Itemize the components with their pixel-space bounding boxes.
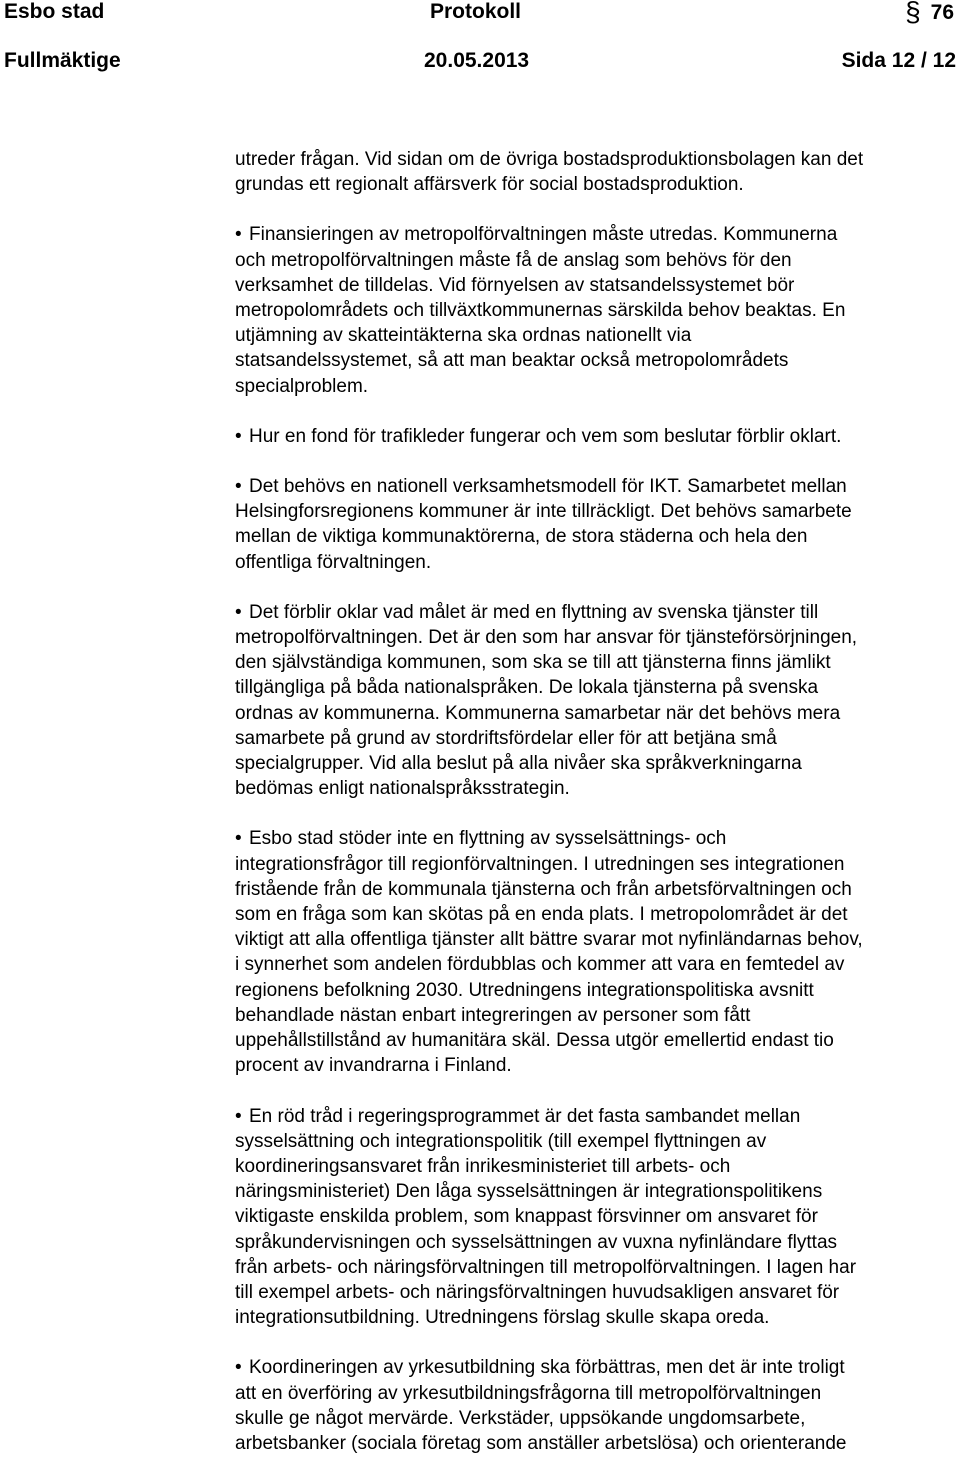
bullet-icon: • xyxy=(235,1105,242,1127)
bullet-item-7 xyxy=(235,1104,957,1331)
bullet-item-8 xyxy=(235,1355,957,1456)
bullet-icon: • xyxy=(235,476,242,498)
organization-name: Esbo stad xyxy=(4,0,105,23)
bullet-item-5 xyxy=(235,600,957,802)
document-type: Protokoll xyxy=(430,0,522,23)
section-number-label xyxy=(905,0,954,25)
bullet-item-6 xyxy=(235,826,957,1078)
bullet-item-4 xyxy=(235,474,957,575)
paragraph-text: Det behövs en nationell verksamhetsmodell för IKT. Samarbetet mellan Helsingforsregionens kommuner är inte tillräckligt. Det behövs samarbete mellan de viktiga kommunaktörerna, de stora städerna och hela den offentliga förvaltningen. xyxy=(235,476,852,573)
bullet-item-3 xyxy=(235,424,957,449)
paragraph-text: Koordineringen av yrkesutbildning ska förbättras, men det är inte troligt att en överföring av yrkesutbildningsfrågorna till metropolförvaltningen skulle ge något mervärde. Verkstäder, uppsökande ungdomsarbete, arbetsbanker (sociala företag som anställer arbetslösa) och orienterande xyxy=(235,1357,847,1454)
section-sign-icon: § xyxy=(905,0,921,27)
bullet-item-2 xyxy=(235,222,957,398)
paragraph-1 xyxy=(235,147,957,197)
paragraph-text: En röd tråd i regeringsprogrammet är det fasta sambandet mellan sysselsättning och integrationspolitik (till exempel flyttningen av koordineringsansvaret från inrikesministeriet till arbets- och näringsministeriet) Den låga sysselsättningen är integrationspolitikens viktigaste enskilda problem, som knappast försvinner om ansvaret för språkundervisningen och sysselsättningen av vuxna nyfinländare flyttas från arbets- och näringsförvaltningen till metropolförvaltningen. I lagen har till exempel arbets- och näringsförvaltningen huvudsakligen ansvaret för integrationsutbildning. Utredningens förslag skulle skapa oreda. xyxy=(235,1105,857,1329)
paragraph-text: Det förblir oklar vad målet är med en flyttning av svenska tjänster till metropolförvaltningen. Det är den som har ansvar för tjänsteförsörjningen, den självständiga kommunen, som ska se till att tjänsterna finns jämlikt tillgängliga på båda nationalspråken. De lokala tjänsterna på svenska ordnas av kommunerna. Kommunerna samarbetar när det behövs mera samarbete på grund av stordriftsfördelar eller för att betjäna små specialgrupper. Vid alla beslut på alla nivåer ska språkverkningarna bedömas enligt nationalspråksstrategin. xyxy=(235,601,858,800)
bullet-icon: • xyxy=(235,828,242,850)
bullet-icon: • xyxy=(235,224,242,246)
paragraph-text: utreder frågan. Vid sidan om de övriga bostadsproduktionsbolagen kan det grundas ett regionalt affärsverk för social bostadsproduktion. xyxy=(235,149,864,196)
bullet-icon: • xyxy=(235,1357,242,1379)
paragraph-text: Hur en fond för trafikleder fungerar och vem som beslutar förblir oklart. xyxy=(249,425,842,447)
page-header xyxy=(0,0,960,80)
page-number: Sida 12 / 12 xyxy=(841,49,956,72)
document-body xyxy=(235,147,957,1481)
paragraph-text: Finansieringen av metropolförvaltningen måste utredas. Kommunerna och metropolförvaltningen måste få de anslag som behövs för den verksamhet de tilldelas. Vid förnyelsen av statsandelssystemet bör metropolområdets och tillväxtkommunernas särskilda behov beaktas. En utjämning av skatteintäkterna ska ordnas nationellt via statsandelssystemet, så att man beaktar också metropolområdets specialproblem. xyxy=(235,224,846,397)
governing-body: Fullmäktige xyxy=(4,49,121,72)
paragraph-text: Esbo stad stöder inte en flyttning av sysselsättnings- och integrationsfrågor till regionförvaltningen. I utredningen ses integrationen fristående från de kommunala tjänsterna och från arbetsförvaltningen och som en fråga som kan skötas på en enda plats. I metropolområdet är det viktigt att alla offentliga tjänster allt bättre svarar mot nyfinländarnas behov, i synnerhet som andelen fördubblas och kommer att vara en femtedel av regionens befolkning 2030. Utredningens integrationspolitiska avsnitt behandlade nästan enbart integreringen av personer som fått uppehållstillstånd av humanitära skäl. Dessa utgör emellertid endast tio procent av invandrarna i Finland. xyxy=(235,828,863,1077)
section-number: 76 xyxy=(930,1,954,24)
meeting-date: 20.05.2013 xyxy=(424,49,530,72)
bullet-icon: • xyxy=(235,425,242,447)
bullet-icon: • xyxy=(235,601,242,623)
